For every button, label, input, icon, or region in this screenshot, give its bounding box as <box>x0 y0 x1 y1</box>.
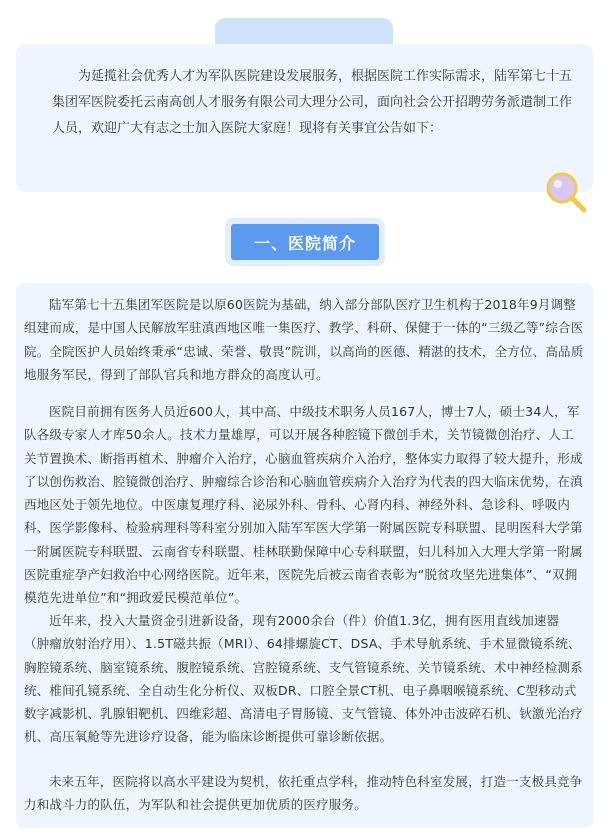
paragraph-overview: 陆军第七十五集团军医院是以原60医院为基础，纳入部分部队医疗卫生机构于2018年9月调整组建而成，是中国人民解放军驻滇西地区唯一集医疗、教学、科研、保健于一体的“三级乙等”综合医院。全院医护人员始终秉承“忠诚、荣誉、敬畏”院训，以高尚的医德、精湛的技术，全方位、高品质地服务军民，得到了部队官兵和地方群众的高度认可。 <box>24 297 584 382</box>
paragraph-staff-and-specialties: 医院目前拥有医务人员近600人，其中高、中级技术职务人员167人，博士7人，硕士34人，军队各级专家人才库50余人。技术力量雄厚，可以开展各种腔镜下微创手术，关节镜微创治疗、人工关节置换术、断指再植术、肿瘤介入治疗，心脑血管疾病介入治疗，整体实力取得了较大提升，形成了以创伤救治、腔镜微创治疗、肿瘤综合诊治和心脑血管疾病介入治疗为代表的四大临床优势，在滇西地区处于领先地位。中医康复理疗科、泌尿外科、骨科、心肾内科、神经外科、急诊科、呼吸内科、医学影像科、检验病理科等科室分别加入陆军军医大学第一附属医院专科联盟、昆明医科大学第一附属医院专科联盟、云南省专科联盟、桂林联勤保障中心专科联盟，妇儿科加入大理大学第一附属医院重症孕产妇救治中心网络医院。近年来，医院先后被云南省表彰为“脱贫攻坚先进集体”、“双拥模范先进单位”和“拥政爱民模范单位”。 <box>24 404 583 606</box>
section-title-hospital-intro: 一、医院简介 <box>231 224 379 260</box>
magnifier-icon <box>542 170 590 214</box>
paragraph-equipment: 近年来，投入大量资金引进新设备，现有2000余台（件）价值1.3亿，拥有医用直线加速器（肿瘤放射治疗用）、1.5T磁共振（MRI）、64排螺旋CT、DSA、手术导航系统、手术显微镜系统、胸腔镜系统、脑室镜系统、腹腔镜系统、宫腔镜系统、支气管镜系统、关节镜系统、术中神经检测系统、椎间孔镜系统、全自动生化分析仪、双板DR、口腔全景CT机、电子鼻咽喉镜系统、C型移动式数字减影机、乳腺钼靶机、四维彩超、高清电子胃肠镜、支气管镜、体外冲击波碎石机、钬激光治疗机、高压氧舱等先进诊疗设备，能为临床诊断提供可靠诊断依据。 <box>24 613 583 745</box>
intro-paragraph: 为延揽社会优秀人才为军队医院建设发展服务，根据医院工作实际需求，陆军第七十五集团军医院委托云南高创人才服务有限公司大理分公司，面向社会公开招聘劳务派遣制工作人员，欢迎广大有志之士加入医院大家庭！现将有关事宜公告如下： <box>52 69 573 136</box>
header-tab-decoration <box>215 18 393 44</box>
paragraph-future-plan: 未来五年，医院将以高水平建设为契机，依托重点学科，推动特色科室发展，打造一支极具竞争力和战斗力的队伍，为军队和社会提供更加优质的医疗服务。 <box>24 774 583 813</box>
